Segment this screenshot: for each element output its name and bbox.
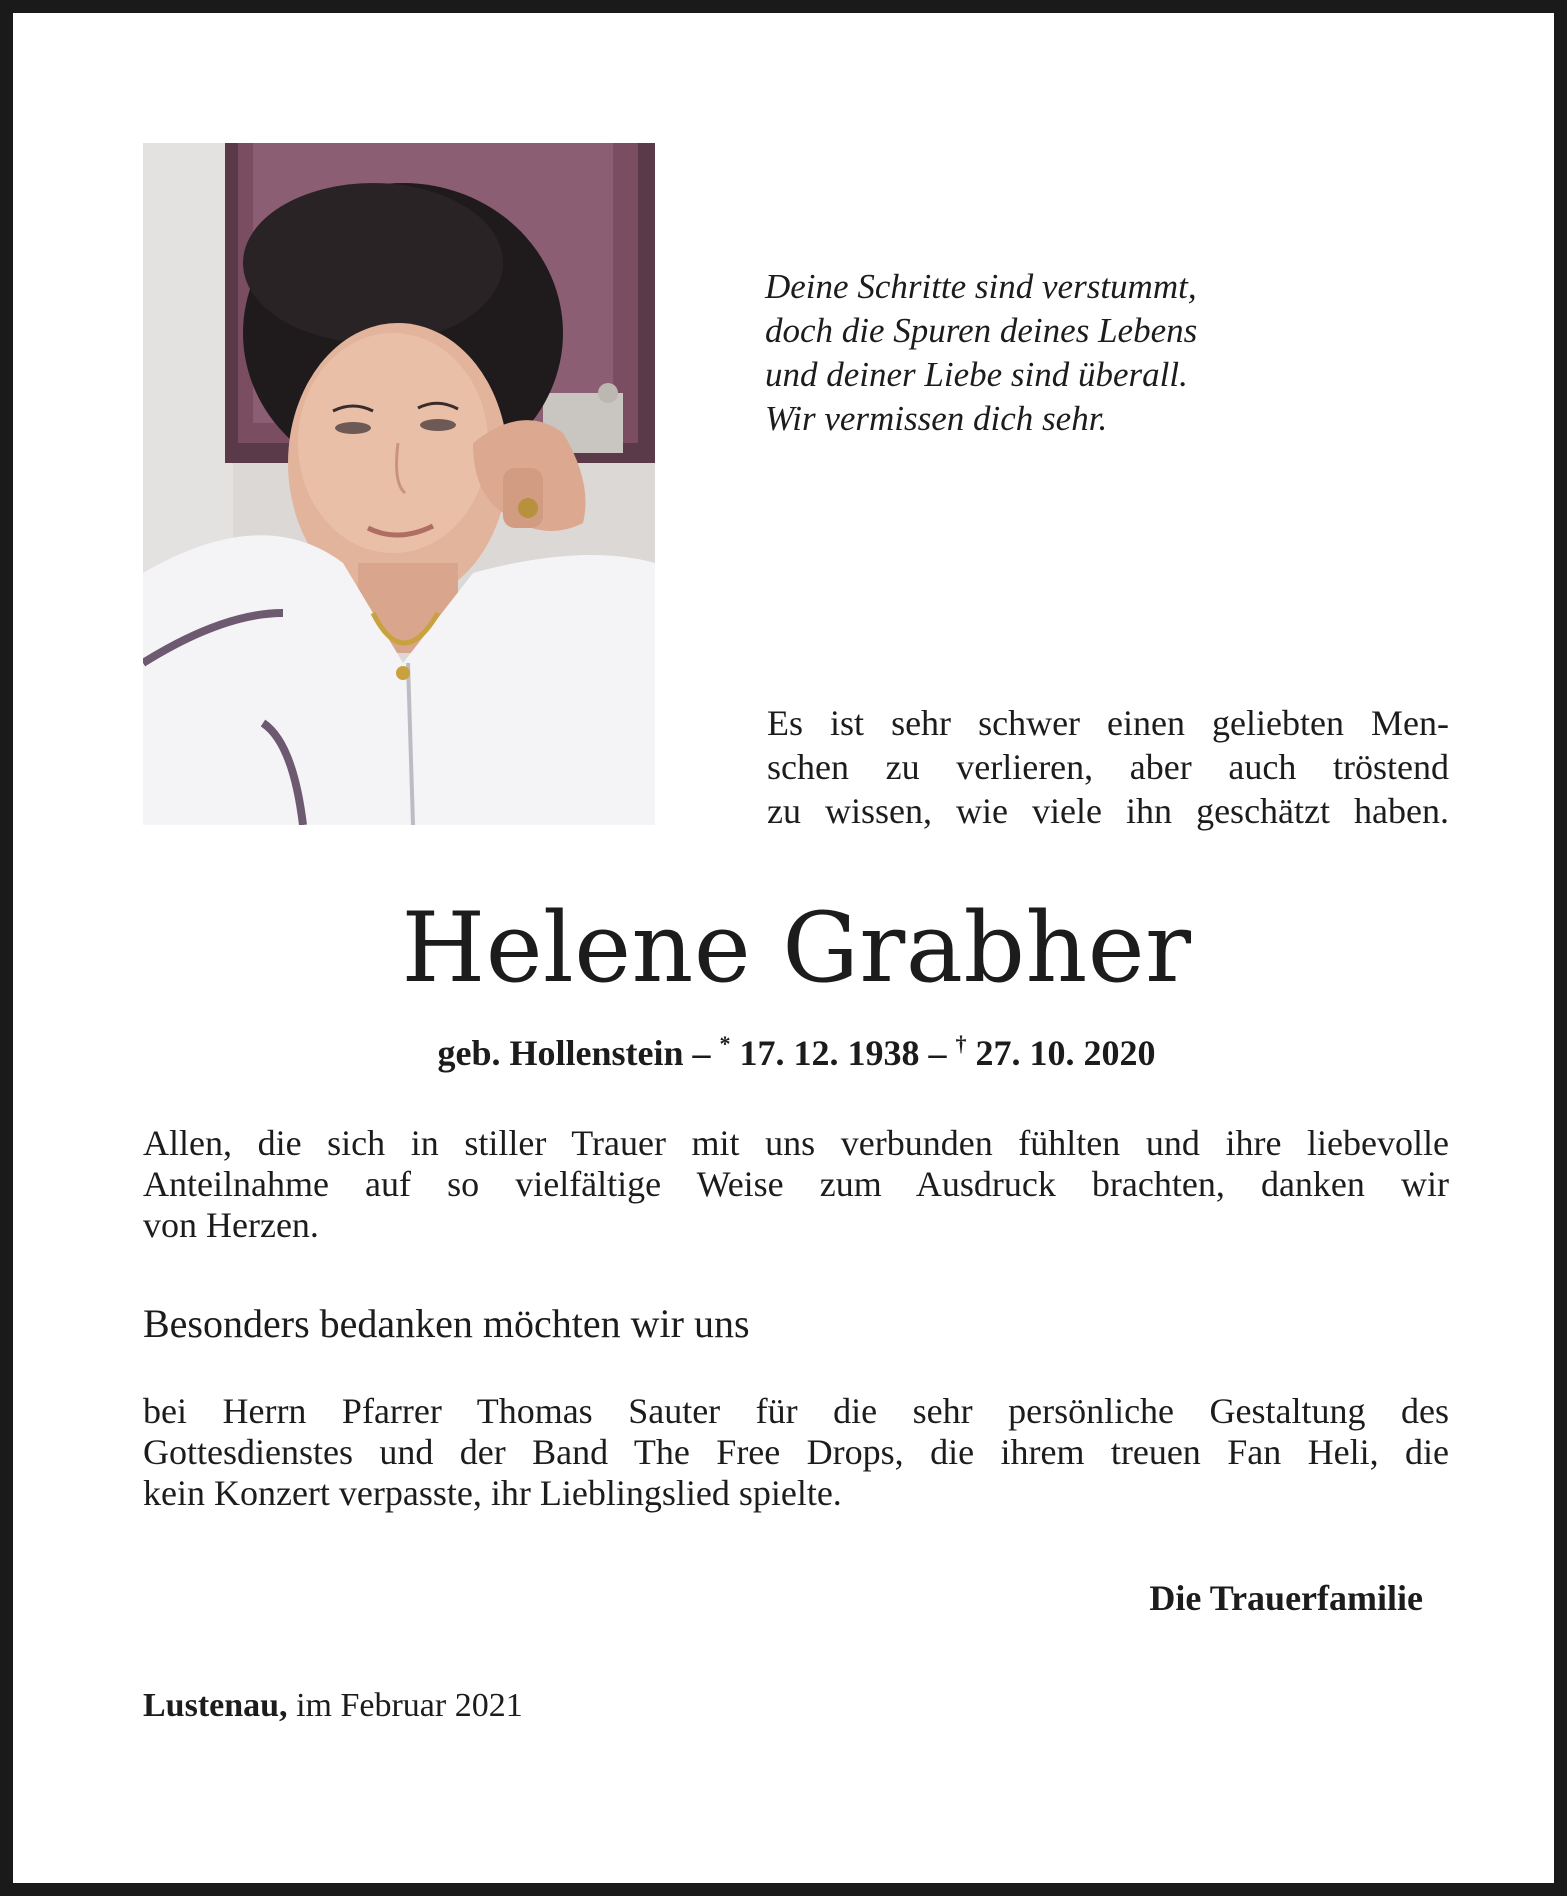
thanks-paragraph xyxy=(143,1123,1449,1246)
separator: – xyxy=(919,1033,956,1073)
birth-date: 17. 12. 1938 xyxy=(730,1033,920,1073)
poem-line: und deiner Liebe sind überall. xyxy=(765,355,1188,394)
birth-symbol: * xyxy=(719,1031,731,1056)
death-date: 27. 10. 2020 xyxy=(966,1033,1156,1073)
thanks-line: Allen, die sich in stiller Trauer mit uns verbunden fühlten und ihre liebevolle xyxy=(143,1123,1449,1163)
deceased-name: Helene Grabher xyxy=(401,892,1192,1004)
poem-line: Wir vermissen dich sehr. xyxy=(765,399,1108,438)
life-dates xyxy=(13,1019,1567,1078)
special-thanks-line: Gottesdienstes und der Band The Free Drops, die ihrem treuen Fan Heli, die xyxy=(143,1432,1449,1472)
thanks-line: von Herzen. xyxy=(143,1205,319,1245)
birth-name: geb. Hollenstein xyxy=(437,1033,684,1073)
consolation-text xyxy=(767,701,1449,833)
separator: – xyxy=(683,1033,720,1073)
place-date xyxy=(143,1681,523,1731)
special-thanks-paragraph xyxy=(143,1391,1449,1514)
special-thanks-line: bei Herrn Pfarrer Thomas Sauter für die sehr persönliche Gestaltung des xyxy=(143,1391,1449,1431)
consolation-line: Es ist sehr schwer einen geliebten Men- xyxy=(767,703,1449,743)
signature: Die Trauerfamilie xyxy=(1149,1578,1423,1618)
special-thanks-line: kein Konzert verpasste, ihr Lieblingslied spielte. xyxy=(143,1473,842,1513)
poem-line: Deine Schritte sind verstummt, xyxy=(765,267,1197,306)
portrait-photo xyxy=(143,143,655,825)
special-thanks-heading: Besonders bedanken möchten wir uns xyxy=(143,1301,750,1346)
consolation-line: zu wissen, wie viele ihn geschätzt haben. xyxy=(767,791,1449,831)
death-symbol: † xyxy=(955,1031,967,1056)
place-month: im Februar 2021 xyxy=(287,1687,523,1724)
consolation-line: schen zu verlieren, aber auch tröstend xyxy=(767,747,1449,787)
place-city: Lustenau, xyxy=(143,1687,288,1724)
poem-line: doch die Spuren deines Lebens xyxy=(765,311,1198,350)
thanks-line: Anteilnahme auf so vielfältige Weise zum Ausdruck brachten, danken wir xyxy=(143,1164,1449,1204)
poem xyxy=(765,265,1485,441)
